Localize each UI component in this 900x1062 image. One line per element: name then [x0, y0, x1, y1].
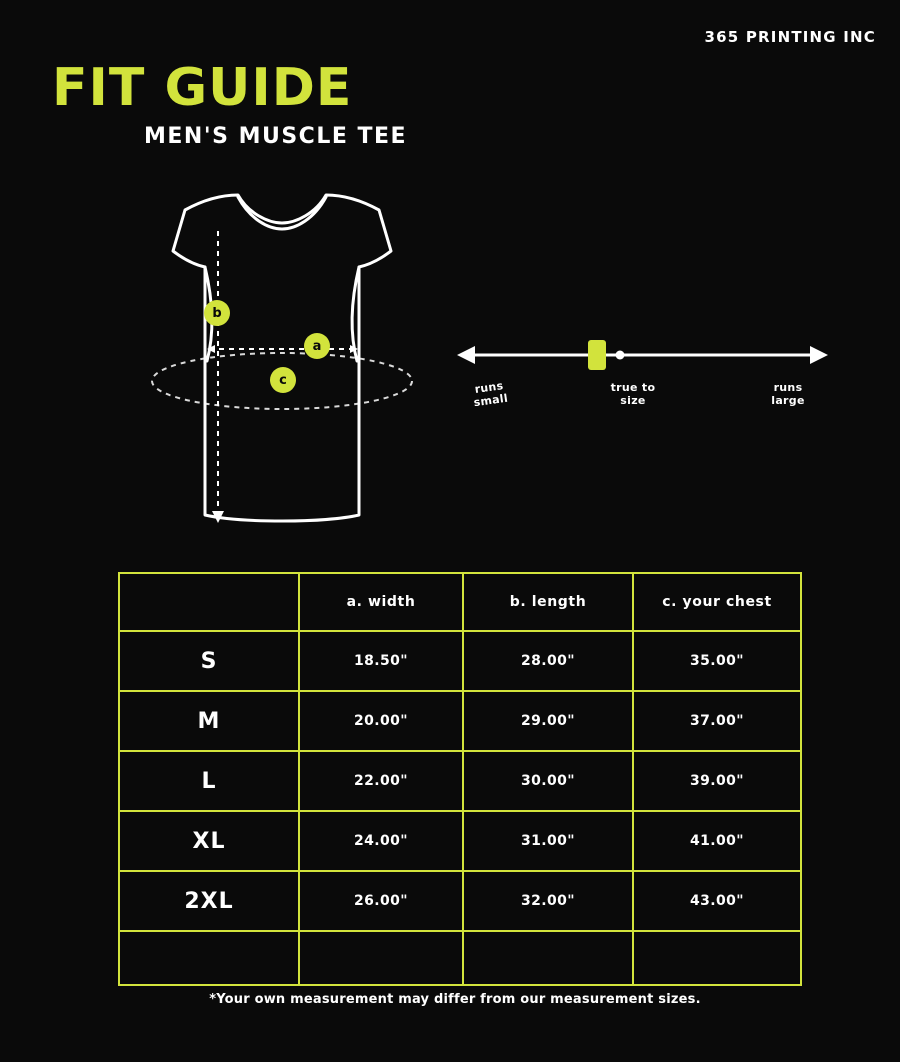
cell-size: L [119, 751, 299, 811]
table-row [119, 631, 801, 691]
cell-chest: 37.00" [633, 691, 801, 751]
table-row [119, 871, 801, 931]
fit-scale [455, 330, 830, 430]
marker-a: a [304, 333, 330, 359]
cell-size: S [119, 631, 299, 691]
cell-width: 24.00" [299, 811, 463, 871]
cell-length: 30.00" [463, 751, 633, 811]
cell-size: 2XL [119, 871, 299, 931]
table-row [119, 811, 801, 871]
cell-empty [463, 931, 633, 985]
cell-chest: 35.00" [633, 631, 801, 691]
header-size [119, 573, 299, 631]
cell-length: 29.00" [463, 691, 633, 751]
scale-label-runs-small-line2: small [472, 391, 509, 409]
scale-label-true-line1: true to [610, 381, 656, 394]
cell-length: 28.00" [463, 631, 633, 691]
header-width: a. width [299, 573, 463, 631]
cell-width: 22.00" [299, 751, 463, 811]
marker-b: b [204, 300, 230, 326]
scale-label-runs-large-line2: large [771, 393, 805, 407]
cell-width: 20.00" [299, 691, 463, 751]
footnote: *Your own measurement may differ from our measurement sizes. [209, 992, 701, 1007]
header-length: b. length [463, 573, 633, 631]
scale-marker [588, 340, 606, 370]
cell-empty [119, 931, 299, 985]
page-subtitle: MEN'S MUSCLE TEE [144, 124, 408, 149]
scale-arrow-right [810, 346, 828, 364]
cell-size: M [119, 691, 299, 751]
table-row [119, 691, 801, 751]
scale-marker-dot [616, 351, 625, 360]
shirt-outline-paths [173, 195, 391, 521]
cell-length: 31.00" [463, 811, 633, 871]
cell-chest: 43.00" [633, 871, 801, 931]
size-table-body [119, 631, 801, 985]
scale-arrow-left [457, 346, 475, 364]
cell-width: 26.00" [299, 871, 463, 931]
scale-label-true-to-size [597, 382, 669, 407]
table-row-empty [119, 931, 801, 985]
header-chest: c. your chest [633, 573, 801, 631]
table-header-row [119, 573, 801, 631]
scale-label-runs-large-line1: runs [773, 381, 803, 394]
scale-label-true-line2: size [620, 393, 646, 407]
cell-size: XL [119, 811, 299, 871]
cell-empty [633, 931, 801, 985]
table-row [119, 751, 801, 811]
cell-length: 32.00" [463, 871, 633, 931]
scale-label-runs-large [755, 382, 821, 407]
shirt-diagram [110, 185, 450, 545]
size-table-head [119, 573, 801, 631]
size-chart-table [118, 572, 802, 986]
scale-label-runs-small-line1: runs [473, 379, 505, 397]
size-table-wrapper [118, 572, 792, 1007]
cell-chest: 39.00" [633, 751, 801, 811]
marker-c: c [270, 367, 296, 393]
cell-chest: 41.00" [633, 811, 801, 871]
cell-width: 18.50" [299, 631, 463, 691]
cell-empty [299, 931, 463, 985]
brand-name: 365 PRINTING INC [704, 28, 876, 46]
scale-label-runs-small [456, 378, 525, 412]
page-title: FIT GUIDE [52, 58, 353, 118]
